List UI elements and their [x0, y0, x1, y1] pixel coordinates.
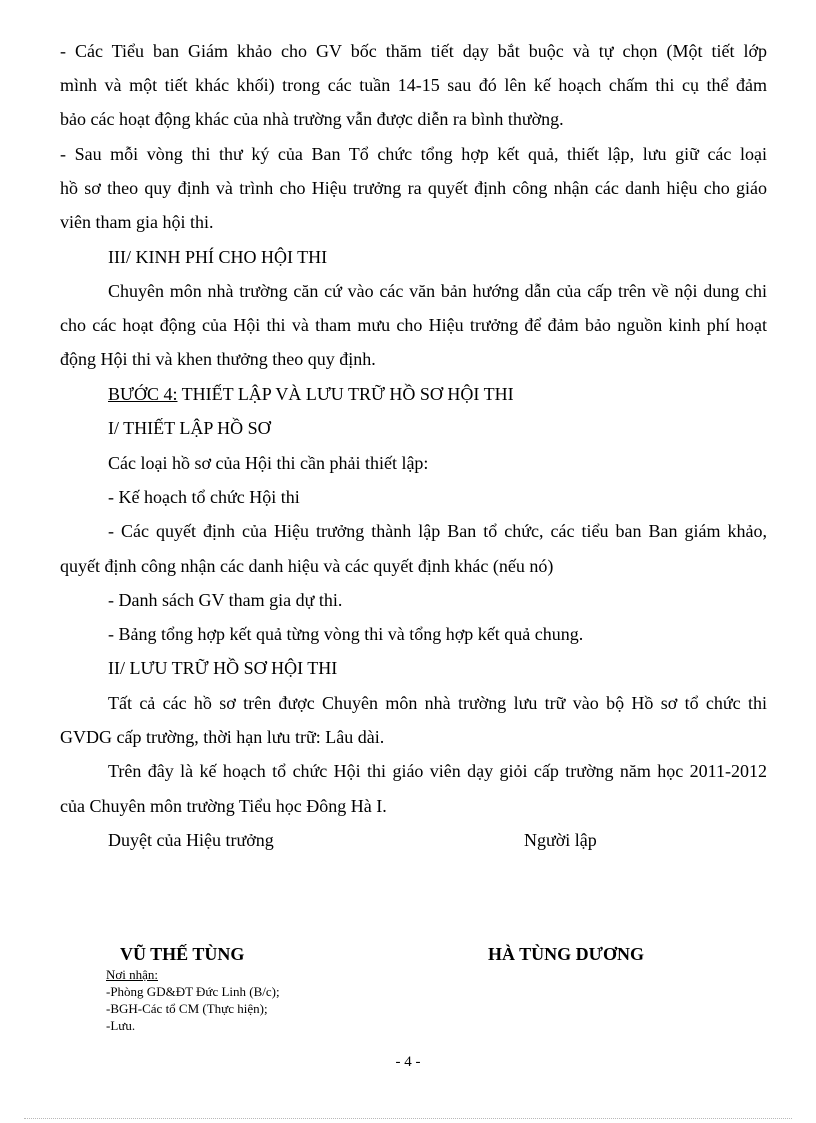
paragraph-1-line-1: - Các Tiểu ban Giám khảo cho GV bốc thăm tiết dạy bắt buộc và tự chọn (Một tiết lớp	[60, 41, 767, 61]
paragraph-3-line-2: cho các hoạt động của Hội thi và tham mưu cho Hiệu trưởng để đảm bảo nguồn kinh phí hoạt	[60, 315, 767, 335]
list-item-2-line-2: quyết định công nhận các danh hiệu và các quyết định khác (nếu nó)	[60, 556, 554, 576]
list-item-3: - Danh sách GV tham gia dự thi.	[108, 590, 343, 610]
step-4-title: THIẾT LẬP VÀ LƯU TRỮ HỒ SƠ HỘI THI	[177, 384, 514, 404]
step-4-label: BƯỚC 4:	[108, 384, 178, 404]
heading-ii: II/ LƯU TRỮ HỒ SƠ HỘI THI	[108, 658, 338, 678]
paragraph-3-line-1: Chuyên môn nhà trường căn cứ vào các văn bản hướng dẫn của cấp trên về nội dung chi	[108, 281, 767, 301]
page-number: - 4 -	[395, 1054, 421, 1070]
paragraph-2-line-2: hồ sơ theo quy định và trình cho Hiệu trưởng ra quyết định công nhận các danh hiệu cho giáo	[60, 178, 767, 198]
step-4-heading	[108, 383, 514, 405]
paragraph-1-line-2: mình và một tiết khác khối) trong các tuần 14-15 sau đó lên kế hoạch chấm thi cụ thể đảm	[60, 75, 767, 95]
page-bottom-divider	[24, 1118, 792, 1119]
list-item-1: - Kế hoạch tổ chức Hội thi	[108, 487, 300, 507]
signature-left-title: Duyệt của Hiệu trưởng	[108, 830, 274, 850]
paragraph-6-line-1: Trên đây là kế hoạch tổ chức Hội thi giáo viên dạy giỏi cấp trường năm học 2011-2012	[108, 761, 767, 781]
recipients-label: Nơi nhận:	[106, 967, 159, 982]
paragraph-5-line-1: Tất cả các hồ sơ trên được Chuyên môn nhà trường lưu trữ vào bộ Hồ sơ tổ chức thi	[108, 693, 767, 713]
recipient-line-1: -Phòng GD&ĐT Đức Linh (B/c);	[106, 984, 280, 999]
heading-iii: III/ KINH PHÍ CHO HỘI THI	[108, 247, 328, 267]
recipient-line-2: -BGH-Các tổ CM (Thực hiện);	[106, 1001, 268, 1016]
heading-i: I/ THIẾT LẬP HỒ SƠ	[108, 418, 271, 438]
signature-right-title: Người lập	[524, 830, 597, 850]
signature-right-name: HÀ TÙNG DƯƠNG	[488, 944, 645, 964]
paragraph-5-line-2: GVDG cấp trường, thời hạn lưu trữ: Lâu dài.	[60, 727, 385, 747]
recipient-line-3: -Lưu.	[106, 1018, 136, 1033]
paragraph-2-line-3: viên tham gia hội thi.	[60, 212, 214, 232]
paragraph-6-line-2: của Chuyên môn trường Tiểu học Đông Hà I.	[60, 796, 387, 816]
list-item-4: - Bảng tổng hợp kết quả từng vòng thi và tổng hợp kết quả chung.	[108, 624, 584, 644]
paragraph-2-line-1: - Sau mỗi vòng thi thư ký của Ban Tổ chức tổng hợp kết quả, thiết lập, lưu giữ các loại	[60, 144, 767, 164]
signature-left-name: VŨ THẾ TÙNG	[120, 944, 245, 964]
paragraph-1-line-3: bảo các hoạt động khác của nhà trường vẫn được diễn ra bình thường.	[60, 109, 564, 129]
paragraph-3-line-3: động Hội thi và khen thưởng theo quy định.	[60, 349, 376, 369]
list-item-2-line-1: - Các quyết định của Hiệu trưởng thành lập Ban tổ chức, các tiểu ban Ban giám khảo,	[108, 521, 767, 541]
paragraph-4: Các loại hồ sơ của Hội thi cần phải thiết lập:	[108, 453, 429, 473]
